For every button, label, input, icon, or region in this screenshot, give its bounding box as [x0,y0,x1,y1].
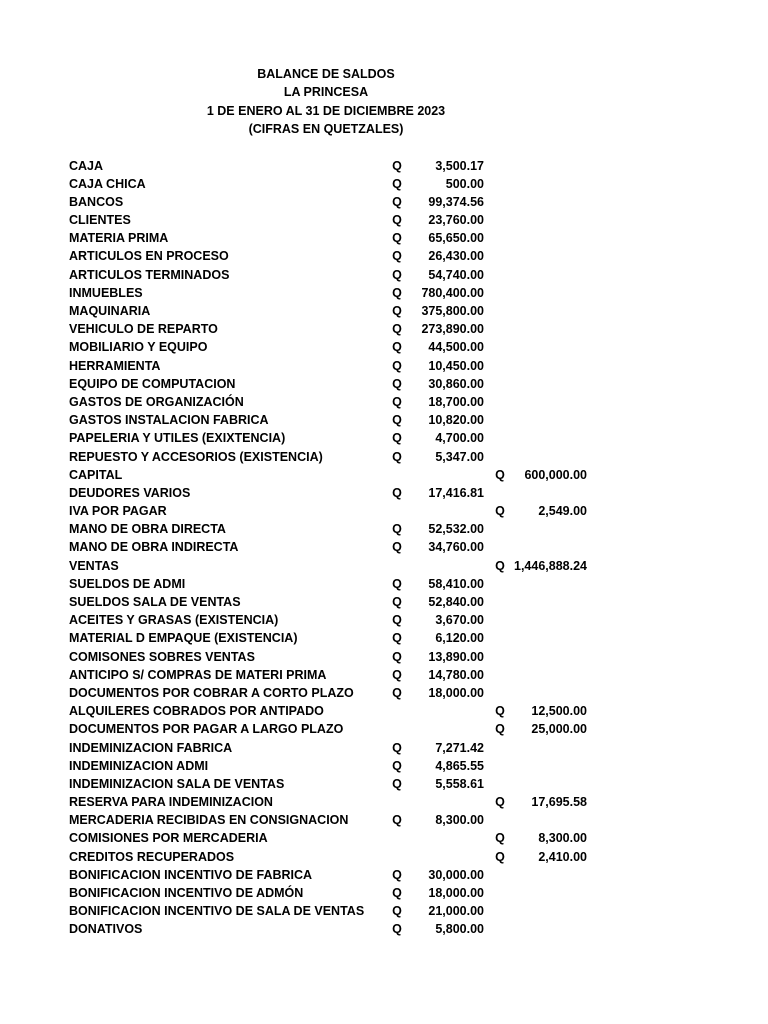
table-row [0,466,768,484]
account-name: ARTICULOS EN PROCESO [69,249,229,264]
account-name: MANO DE OBRA DIRECTA [69,522,226,537]
debit-amount: 14,780.00 [428,667,484,682]
account-name: SUELDOS DE ADMI [69,576,186,591]
debit-currency-symbol: Q [392,231,402,246]
table-row [0,448,768,466]
table-row [0,484,768,502]
table-row [0,411,768,429]
table-row [0,793,768,811]
debit-amount: 30,000.00 [428,867,484,882]
debit-amount: 21,000.00 [428,904,484,919]
credit-amount: 2,410.00 [538,849,587,864]
table-row [0,557,768,575]
account-name: COMISONES SOBRES VENTAS [69,649,255,664]
account-name: BONIFICACION INCENTIVO DE FABRICA [69,867,313,882]
table-row [0,502,768,520]
account-name: RESERVA PARA INDEMINIZACION [69,795,273,810]
credit-amount: 8,300.00 [538,831,587,846]
account-name: DEUDORES VARIOS [69,485,191,500]
table-row [0,575,768,593]
debit-amount: 23,760.00 [428,213,484,228]
debit-amount: 44,500.00 [428,340,484,355]
debit-amount: 5,347.00 [435,449,484,464]
table-row [0,193,768,211]
table-row [0,429,768,447]
account-name: DOCUMENTOS POR COBRAR A CORTO PLAZO [69,685,354,700]
debit-currency-symbol: Q [392,285,402,300]
account-name: MAQUINARIA [69,304,151,318]
debit-amount: 13,890.00 [428,649,484,664]
debit-currency-symbol: Q [392,595,402,609]
account-name: INMUEBLES [69,285,143,300]
credit-currency-symbol: Q [495,722,505,737]
debit-currency-symbol: Q [392,176,402,191]
debit-amount: 18,700.00 [428,394,484,409]
debit-amount: 5,800.00 [435,922,484,937]
credit-amount: 600,000.00 [524,467,587,482]
credit-amount: 12,500.00 [531,704,587,719]
debit-amount: 10,820.00 [428,413,484,428]
debit-amount: 17,416.81 [428,485,484,500]
table-row [0,302,768,320]
debit-currency-symbol: Q [392,431,402,446]
table-row [0,593,768,611]
credit-amount: 17,695.58 [531,795,587,810]
debit-currency-symbol: Q [392,522,402,537]
table-row [0,702,768,720]
debit-currency-symbol: Q [392,376,402,391]
account-name: INDEMINIZACION ADMI [69,758,209,773]
table-row [0,848,768,866]
credit-currency-symbol: Q [495,795,505,810]
account-name: INDEMINIZACION SALA DE VENTAS [69,776,285,791]
account-name: HERRAMIENTA [69,358,161,373]
report-period: 1 DE ENERO AL 31 DE DICIEMBRE 2023 [206,103,446,118]
table-row [0,775,768,793]
table-row [0,611,768,629]
debit-currency-symbol: Q [392,540,402,555]
debit-amount: 54,740.00 [428,267,484,282]
table-row [0,720,768,738]
account-name: ANTICIPO S/ COMPRAS DE MATERI PRIMA [69,667,327,682]
table-row [0,338,768,356]
debit-amount: 4,865.55 [435,758,484,773]
debit-currency-symbol: Q [392,158,402,173]
table-row [0,320,768,338]
document-heading [0,65,652,139]
table-row [0,666,768,684]
account-name: SUELDOS SALA DE VENTAS [69,595,241,609]
debit-currency-symbol: Q [392,685,402,700]
account-name: INDEMINIZACION FABRICA [69,740,233,755]
table-row [0,902,768,920]
account-name: ACEITES Y GRASAS (EXISTENCIA) [69,613,279,628]
account-name: GASTOS INSTALACION FABRICA [69,413,269,428]
table-row [0,920,768,938]
table-row [0,284,768,302]
debit-currency-symbol: Q [392,758,402,773]
debit-amount: 52,532.00 [428,522,484,537]
account-name: MOBILIARIO Y EQUIPO [69,340,208,355]
debit-amount: 58,410.00 [428,576,484,591]
account-name: BONIFICACION INCENTIVO DE SALA DE VENTAS [69,904,365,919]
debit-currency-symbol: Q [392,358,402,373]
account-name: CAJA CHICA [69,176,146,191]
debit-amount: 273,890.00 [421,322,484,337]
account-name: MATERIA PRIMA [69,231,169,246]
table-row [0,648,768,666]
debit-currency-symbol: Q [392,922,402,937]
debit-amount: 4,700.00 [435,431,484,446]
credit-amount: 2,549.00 [538,504,587,519]
account-name: BONIFICACION INCENTIVO DE ADMÓN [69,886,304,900]
debit-amount: 26,430.00 [428,249,484,264]
debit-amount: 5,558.61 [435,776,484,791]
debit-amount: 34,760.00 [428,540,484,555]
table-row [0,520,768,538]
debit-currency-symbol: Q [392,340,402,355]
credit-currency-symbol: Q [495,849,505,864]
debit-amount: 30,860.00 [428,376,484,391]
debit-currency-symbol: Q [392,740,402,755]
debit-amount: 7,271.42 [435,740,484,755]
debit-amount: 500.00 [445,176,484,191]
debit-currency-symbol: Q [392,613,402,628]
account-name: MATERIAL D EMPAQUE (EXISTENCIA) [69,631,298,646]
debit-currency-symbol: Q [392,249,402,264]
account-name: EQUIPO DE COMPUTACION [69,376,236,391]
account-name: ALQUILERES COBRADOS POR ANTIPADO [69,704,324,719]
debit-currency-symbol: Q [392,267,402,282]
account-name: CAPITAL [69,467,123,482]
account-name: VEHICULO DE REPARTO [69,322,218,337]
table-row [0,375,768,393]
debit-amount: 99,374.56 [428,194,484,209]
debit-currency-symbol: Q [392,394,402,409]
debit-amount: 3,500.17 [435,158,484,173]
table-row [0,393,768,411]
credit-currency-symbol: Q [495,467,505,482]
table-row [0,829,768,847]
account-name: BANCOS [69,194,124,209]
account-name: DOCUMENTOS POR PAGAR A LARGO PLAZO [69,722,344,737]
debit-amount: 18,000.00 [428,685,484,700]
table-row [0,811,768,829]
debit-currency-symbol: Q [392,886,402,900]
debit-currency-symbol: Q [392,649,402,664]
debit-currency-symbol: Q [392,576,402,591]
table-row [0,175,768,193]
debit-currency-symbol: Q [392,813,402,828]
debit-amount: 8,300.00 [435,813,484,828]
debit-currency-symbol: Q [392,904,402,919]
debit-amount: 3,670.00 [435,613,484,628]
debit-amount: 65,650.00 [428,231,484,246]
account-name: REPUESTO Y ACCESORIOS (EXISTENCIA) [69,449,323,464]
debit-currency-symbol: Q [392,867,402,882]
credit-amount: 25,000.00 [531,722,587,737]
company-name: LA PRINCESA [283,85,369,100]
table-row [0,884,768,902]
debit-amount: 375,800.00 [421,304,484,318]
debit-amount: 780,400.00 [421,285,484,300]
table-row [0,266,768,284]
debit-currency-symbol: Q [392,631,402,646]
debit-amount: 18,000.00 [428,886,484,900]
table-row [0,157,768,175]
account-name: CREDITOS RECUPERADOS [69,849,235,864]
currency-note: (CIFRAS EN QUETZALES) [248,122,404,137]
debit-currency-symbol: Q [392,776,402,791]
credit-currency-symbol: Q [495,558,505,573]
table-row [0,247,768,265]
account-name: DONATIVOS [69,922,143,937]
account-name: MANO DE OBRA INDIRECTA [69,540,239,555]
table-row [0,757,768,775]
table-row [0,211,768,229]
table-row [0,357,768,375]
account-name: VENTAS [69,558,119,573]
account-name: COMISIONES POR MERCADERIA [69,831,268,846]
table-row [0,229,768,247]
credit-currency-symbol: Q [495,504,505,519]
debit-currency-symbol: Q [392,485,402,500]
table-row [0,866,768,884]
account-name: MERCADERIA RECIBIDAS EN CONSIGNACION [69,813,349,828]
account-name: PAPELERIA Y UTILES (EXIXTENCIA) [69,431,286,446]
report-title: BALANCE DE SALDOS [257,67,395,81]
table-row [0,629,768,647]
table-row [0,684,768,702]
debit-currency-symbol: Q [392,667,402,682]
debit-currency-symbol: Q [392,213,402,228]
credit-currency-symbol: Q [495,704,505,719]
account-name: IVA POR PAGAR [69,504,167,519]
balance-table [0,157,768,939]
account-name: CLIENTES [69,213,131,228]
account-name: ARTICULOS TERMINADOS [69,267,230,282]
debit-currency-symbol: Q [392,304,402,318]
debit-amount: 6,120.00 [435,631,484,646]
debit-amount: 10,450.00 [428,358,484,373]
debit-amount: 52,840.00 [428,595,484,609]
debit-currency-symbol: Q [392,322,402,337]
debit-currency-symbol: Q [392,194,402,209]
account-name: GASTOS DE ORGANIZACIÓN [69,394,244,409]
account-name: CAJA [69,158,104,173]
table-row [0,538,768,556]
debit-currency-symbol: Q [392,413,402,428]
table-row [0,739,768,757]
credit-currency-symbol: Q [495,831,505,846]
credit-amount: 1,446,888.24 [514,558,587,573]
debit-currency-symbol: Q [392,449,402,464]
